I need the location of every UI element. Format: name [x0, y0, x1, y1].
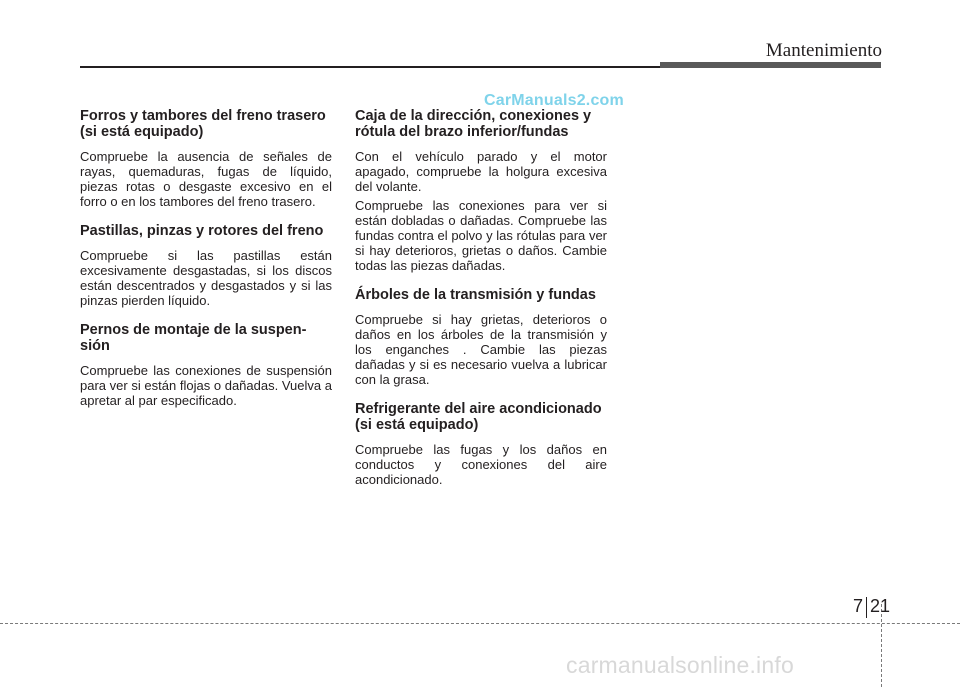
section-heading — [355, 287, 607, 303]
chapter-title: Mantenimiento — [765, 40, 882, 61]
section-paragraph: Compruebe las conexiones para ver si están dobladas o dañadas. Compruebe las fundas contra el polvo y las rótulas para ver si hay deterioros, grietas o daños. Cambie todas las piezas dañadas. — [355, 198, 607, 273]
section-paragraph: Compruebe si hay grietas, deterioros o daños en los árboles de la transmisión y los enganches . Cambie las piezas dañadas y si es necesario vuelva a lubricar con la grasa. — [355, 312, 607, 387]
footer-watermark[interactable]: carmanualsonline.info — [566, 652, 794, 678]
section-paragraph: Compruebe la ausencia de señales de rayas, quemaduras, fugas de líquido, piezas rotas o desgaste excesivo en el forro o en los tambores del freno trasero. — [80, 149, 332, 209]
section-heading-line: Caja de la dirección, conexiones y — [355, 108, 592, 124]
section-heading-line: sión — [80, 338, 110, 354]
footer-divider — [0, 623, 960, 624]
section — [80, 322, 332, 408]
section-heading — [355, 401, 607, 433]
header-rule — [80, 66, 660, 68]
section-paragraph: Compruebe las fugas y los daños en conductos y conexiones del aire acondicionado. — [355, 442, 607, 487]
section-heading-line: (si está equipado) — [80, 124, 204, 140]
section-heading-line: Pastillas, pinzas y rotores del freno — [80, 223, 324, 239]
section-paragraph: Compruebe si las pastillas están excesivamente desgastadas, si los discos están descentrados y desgastados y si las pinzas pierden líquido. — [80, 248, 332, 308]
page-number: 21 — [870, 596, 891, 616]
section — [80, 108, 332, 209]
section-heading-line: Refrigerante del aire acondicionado — [355, 401, 602, 417]
section — [355, 287, 607, 387]
top-watermark[interactable]: CarManuals2.com — [484, 92, 624, 109]
section — [355, 401, 607, 487]
section — [355, 108, 607, 273]
section-heading-line: Pernos de montaje de la suspen- — [80, 322, 307, 338]
section-heading — [355, 108, 607, 140]
section-paragraph: Compruebe las conexiones de suspensión para ver si están flojas o dañadas. Vuelva a apretar al par especificado. — [80, 363, 332, 408]
section-heading — [80, 322, 332, 354]
page-number-separator — [866, 597, 867, 618]
right-column — [355, 108, 607, 501]
section-heading — [80, 223, 332, 239]
section-heading-line: Forros y tambores del freno trasero — [80, 108, 326, 124]
section — [80, 223, 332, 308]
left-column — [80, 108, 332, 422]
section-heading-line: Árboles de la transmisión y fundas — [355, 287, 596, 303]
section-paragraph: Con el vehículo parado y el motor apagado, compruebe la holgura excesiva del volante. — [355, 149, 607, 194]
header-rule-accent — [660, 62, 881, 68]
chapter-number: 7 — [853, 596, 864, 616]
section-heading-line: (si está equipado) — [355, 417, 479, 433]
section-heading-line: rótula del brazo inferior/fundas — [355, 124, 569, 140]
section-heading — [80, 108, 332, 140]
